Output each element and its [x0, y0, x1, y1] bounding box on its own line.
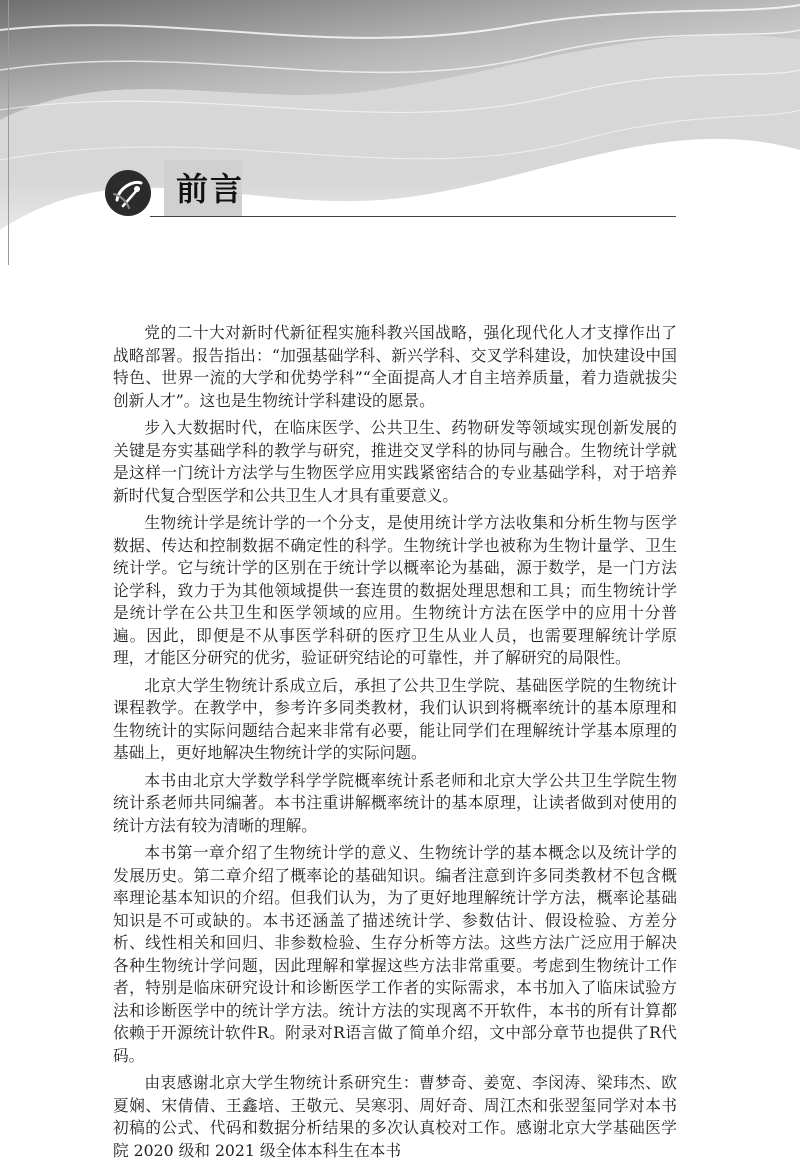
- title-underline: [150, 216, 676, 217]
- paragraph: 步入大数据时代，在临床医学、公共卫生、药物研发等领域实现创新发展的关键是夯实基础学科的教学与研究，推进交叉学科的协同与融合。生物统计学就是这样一门统计方法学与生物医学应用实践紧密结合的专业基础学科，对于培养新时代复合型医学和公共卫生人才具有重要意义。: [113, 418, 677, 505]
- paragraph: 本书由北京大学数学科学学院概率统计系老师和北京大学公共卫生学院生物统计系老师共同编著。本书注重讲解概率统计的基本原理，让读者做到对使用的统计方法有较为清晰的理解。: [113, 770, 677, 835]
- preface-body: [113, 322, 677, 1167]
- chapter-emblem-icon: [103, 168, 153, 218]
- paragraph: 党的二十大对新时代新征程实施科教兴国战略，强化现代化人才支撑作出了战略部署。报告指出：“加强基础学科、新兴学科、交叉学科建设，加快建设中国特色、世界一流的大学和优势学科”“全面提高人才自主培养质量，着力造就拔尖创新人才”。这也是生物统计学科建设的愿景。: [113, 323, 677, 410]
- paragraph: 北京大学生物统计系成立后，承担了公共卫生学院、基础医学院的生物统计课程教学。在教学中，参考许多同类教材，我们认识到将概率统计的基本原理和生物统计的实际问题结合起来非常有必要，能让同学们在理解统计学基本原理的基础上，更好地解决生物统计学的实际问题。: [113, 675, 677, 762]
- left-margin-rule: [8, 0, 9, 265]
- paragraph: 由衷感谢北京大学生物统计系研究生：曹梦奇、姜宽、李闵涛、梁玮杰、欧夏娴、宋倩倩、王鑫培、王敬元、吴寒羽、周好奇、周江杰和张翌玺同学对本书初稿的公式、代码和数据分析结果的多次认真校对工作。感谢北京大学基础医学院 2020 级和 2021 级全体本科生在本书: [113, 1073, 677, 1160]
- paragraph: 生物统计学是统计学的一个分支，是使用统计学方法收集和分析生物与医学数据、传达和控制数据不确定性的科学。生物统计学也被称为生物计量学、卫生统计学。它与统计学的区别在于统计学以概率论为基础，源于数学，是一门方法论学科，致力于为其他领域提供一套连贯的数据处理思想和工具；而生物统计学是统计学在公共卫生和医学领域的应用。生物统计方法在医学中的应用十分普遍。因此，即便是不从事医学科研的医疗卫生从业人员，也需要理解统计学原理，才能区分研究的优劣，验证研究结论的可靠性，并了解研究的局限性。: [113, 513, 677, 667]
- paragraph: 本书第一章介绍了生物统计学的意义、生物统计学的基本概念以及统计学的发展历史。第二章介绍了概率论的基础知识。编者注意到许多同类教材不包含概率理论基本知识的介绍。但我们认为，为了更好地理解统计学方法，概率论基础知识是不可或缺的。本书还涵盖了描述统计学、参数估计、假设检验、方差分析、线性相关和回归、非参数检验、生存分析等方法。这些方法广泛应用于解决各种生物统计学问题，因此理解和掌握这些方法非常重要。考虑到生物统计工作者，特别是临床研究设计和诊断医学工作者的实际需求，本书加入了临床试验方法和诊断医学中的统计学方法。统计方法的实现离不开软件，本书的所有计算都依赖于开源统计软件R。附录对R语言做了简单介绍，文中部分章节也提供了R代码。: [113, 843, 677, 1065]
- page-title: 前言: [176, 170, 245, 208]
- wave-background: [0, 0, 800, 300]
